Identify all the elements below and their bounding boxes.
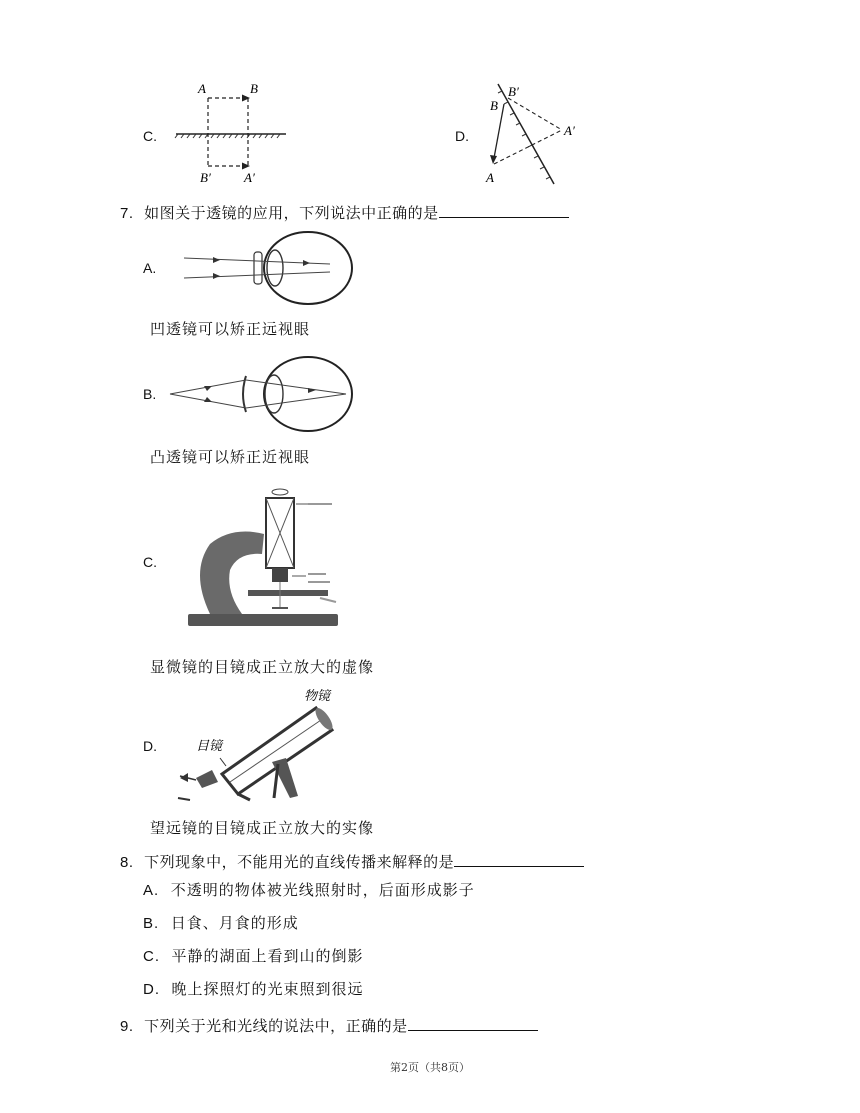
question-8 [120,851,584,872]
telescope-eyepiece-label: 目镜 [196,738,223,753]
question-9-text: 下列关于光和光线的说法中，正确的是 [144,1017,408,1035]
q8-option-d-text: 晚上探照灯的光束照到很远 [171,980,364,998]
q6-option-c-figure [170,78,290,188]
page-footer: 第2页（共8页） [390,1061,470,1074]
q7-option-c-microscope-figure [180,482,350,632]
question-7-number: 7. [120,205,134,222]
q6c-point-b-prime: B′ [200,170,211,185]
q6c-point-b: B [250,81,258,96]
q7-option-a-eye-figure [180,228,360,310]
question-7-text: 如图关于透镜的应用，下列说法中正确的是 [144,204,439,222]
q7-option-c-label: C. [143,554,157,570]
answer-blank-8[interactable] [454,852,584,867]
question-9-number: 9. [120,1018,134,1035]
question-8-number: 8. [120,854,134,871]
q6c-point-a: A [198,81,206,96]
question-9 [120,1015,538,1036]
q8-option-b-text: 日食、月食的形成 [170,914,299,932]
question-8-text: 下列现象中，不能用光的直线传播来解释的是 [144,853,455,871]
answer-blank-7[interactable] [439,203,569,218]
q6d-point-a: A [486,170,494,185]
q6-option-c-label: C. [143,128,157,144]
q6-option-d-label: D. [455,128,469,144]
q7-option-b-label: B. [143,386,157,402]
q7-option-c-caption: 显微镜的目镜成正立放大的虚像 [150,658,375,676]
q7-option-a-label: A. [143,260,157,276]
q7-option-b-caption: 凸透镜可以矫正近视眼 [150,448,311,466]
q8-option-c-text: 平静的湖面上看到山的倒影 [171,947,364,965]
q7-option-a-caption: 凹透镜可以矫正远视眼 [150,320,311,338]
answer-blank-9[interactable] [408,1016,538,1031]
q8-option-d-label: D. [143,981,160,998]
q7-option-d-telescope-figure [176,686,366,804]
q8-option-c [143,945,364,966]
question-7 [120,202,569,223]
q6d-point-b-prime: B′ [508,84,519,99]
q8-option-a-label: A. [143,882,160,899]
q8-option-a-text: 不透明的物体被光线照射时，后面形成影子 [170,881,475,899]
q8-option-c-label: C. [143,948,160,965]
q8-option-a [143,879,475,900]
q6d-point-a-prime: A′ [564,123,575,138]
q6c-point-a-prime: A′ [244,170,255,185]
q8-option-b [143,912,299,933]
q8-option-d [143,978,364,999]
q7-option-b-eye-figure [168,354,358,436]
q7-option-d-label: D. [143,738,157,754]
telescope-objective-label: 物镜 [304,688,331,703]
q6-option-d-figure [478,78,593,190]
q8-option-b-label: B. [143,915,160,932]
q7-option-d-caption: 望远镜的目镜成正立放大的实像 [150,819,375,837]
q6d-point-b: B [490,98,498,113]
